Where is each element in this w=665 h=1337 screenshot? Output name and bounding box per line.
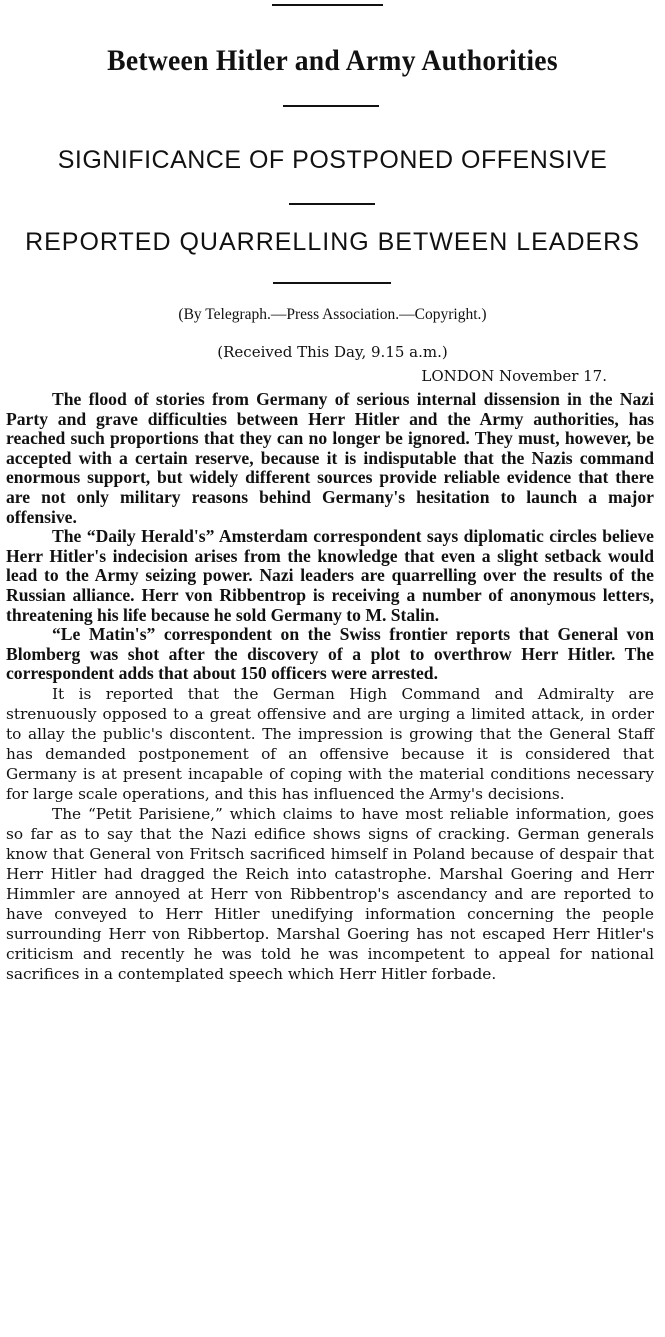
subhead-divider xyxy=(289,203,375,205)
paragraph-intro: The flood of stories from Germany of serious internal dissension in the Nazi Party and grave difficulties between Herr Hitler and the Army authorities, has reached such proportions that they can no longer be ignored. They must, however, be accepted with a certain reserve, because it is indisputable that the Nazis command enormous support, but widely different sources provide reliable evidence that there are not only military reasons behind Germany's hesitation to launch a major offensive. xyxy=(6,389,654,527)
paragraph-high-command: It is reported that the German High Command and Admiralty are strenuously opposed to a great offensive and are urging a limited attack, in order to allay the public's discontent. The impression is growing that the General Staff has demanded postponement of an offensive because it is considered that Germany is at present incapable of coping with the material conditions necessary for large scale operations, and this has influenced the Army's decisions. xyxy=(6,684,654,803)
subheadline-significance: SIGNIFICANCE OF POSTPONED OFFENSIVE xyxy=(57,146,608,174)
paragraph-daily-herald: The “Daily Herald's” Amsterdam correspondent says diplomatic circles believe Herr Hitler's indecision arises from the knowledge that even a slight setback would lead to the Army seizing power. Nazi leaders are quarrelling over the results of the Russian alliance. Herr von Ribbentrop is receiving a number of anonymous letters, threatening his life because he sold Germany to M. Stalin. xyxy=(6,526,654,625)
byline: (By Telegraph.—Press Association.—Copyright.) xyxy=(178,306,487,323)
byline-divider xyxy=(273,282,391,284)
subheadline-quarrelling: REPORTED QUARRELLING BETWEEN LEADERS xyxy=(25,228,640,256)
paragraph-le-matin: “Le Matin's” correspondent on the Swiss frontier reports that General von Blomberg was shot after the discovery of a plot to overthrow Herr Hitler. The correspondent adds that about 150 officers were arrested. xyxy=(6,624,654,684)
top-rule xyxy=(272,4,383,6)
received-time: (Received This Day, 9.15 a.m.) xyxy=(217,343,448,361)
headline-divider xyxy=(283,105,379,107)
paragraph-petit-parisiene: The “Petit Parisiene,” which claims to have most reliable information, goes so far as to say that the Nazi edifice shows signs of cracking. German generals know that General von Fritsch sacrificed himself in Poland because of despair that Herr Hitler had dragged the Reich into catastrophe. Marshal Goering and Herr Himmler are annoyed at Herr von Ribbentrop's ascendancy and are reported to have conveyed to Herr Hitler unedifying information concerning the people surrounding Herr von Ribbertop. Marshal Goering has not escaped Herr Hitler's criticism and recently he was told he was incompetent to appeal for national sacrifices in a contemplated speech which Herr Hitler forbade. xyxy=(6,804,654,983)
article-body xyxy=(6,390,654,984)
headline: Between Hitler and Army Authorities xyxy=(107,44,558,77)
dateline: LONDON November 17. xyxy=(421,367,607,385)
